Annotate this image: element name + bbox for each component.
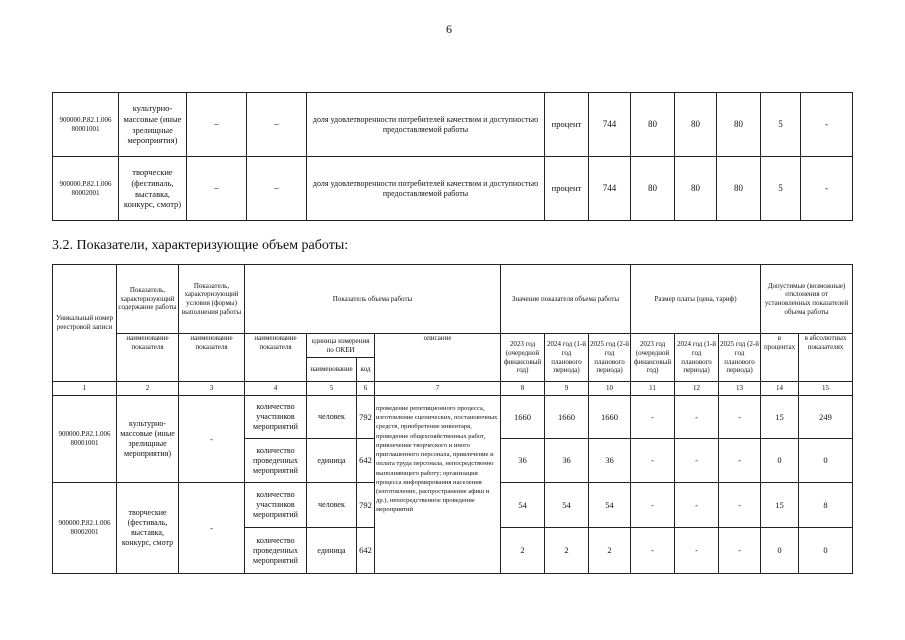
condition-value: – bbox=[247, 93, 307, 157]
fee-2023: - bbox=[631, 528, 675, 574]
column-number: 9 bbox=[545, 382, 589, 396]
value-2023: 80 bbox=[631, 93, 675, 157]
column-number: 8 bbox=[501, 382, 545, 396]
header-dev-absolute: в абсолютных показателях bbox=[799, 334, 853, 382]
deviation-absolute: 8 bbox=[799, 483, 853, 528]
column-number: 11 bbox=[631, 382, 675, 396]
condition-value: - bbox=[179, 396, 245, 483]
header-row bbox=[53, 265, 853, 334]
value-2025: 80 bbox=[717, 157, 761, 221]
header-year-2025: 2025 год (2-й год планового периода) bbox=[589, 334, 631, 382]
column-number: 10 bbox=[589, 382, 631, 396]
header-unit-code: код bbox=[357, 358, 375, 382]
okei-code: 642 bbox=[357, 528, 375, 574]
column-number: 14 bbox=[761, 382, 799, 396]
header-unique-number: Уникальный номер реестровой записи bbox=[53, 265, 117, 382]
quality-indicators-table bbox=[52, 92, 853, 221]
column-number: 13 bbox=[719, 382, 761, 396]
indicator-name: доля удовлетворенности потребителей качеством и доступностью предоставляемой работы bbox=[307, 157, 545, 221]
section-heading: 3.2. Показатели, характеризующие объем работы: bbox=[52, 238, 349, 253]
okei-code: 792 bbox=[357, 396, 375, 439]
indicator-name: доля удовлетворенности потребителей качеством и доступностью предоставляемой работы bbox=[307, 93, 545, 157]
value-2024: 36 bbox=[545, 439, 589, 483]
unit-name: процент bbox=[545, 157, 589, 221]
fee-2025: - bbox=[719, 439, 761, 483]
value-2023: 36 bbox=[501, 439, 545, 483]
value-2023: 80 bbox=[631, 157, 675, 221]
header-row bbox=[53, 334, 853, 358]
header-value-group: Значение показателя объема работы bbox=[501, 265, 631, 334]
registry-code: 900000.Р.82.1.006 80002001 bbox=[53, 483, 117, 574]
okei-code: 792 bbox=[357, 483, 375, 528]
column-number: 4 bbox=[245, 382, 307, 396]
deviation-percent: 15 bbox=[761, 396, 799, 439]
header-description: описание bbox=[375, 334, 501, 382]
okei-code: 744 bbox=[589, 157, 631, 221]
column-number: 5 bbox=[307, 382, 357, 396]
header-year-2023: 2023 год (очередной финансовый год) bbox=[501, 334, 545, 382]
okei-code: 642 bbox=[357, 439, 375, 483]
header-year-2024: 2024 год (1-й год планового периода) bbox=[545, 334, 589, 382]
value-2023: 54 bbox=[501, 483, 545, 528]
header-conditions-group: Показатель, характеризующий условия (формы) выполнения работы bbox=[179, 265, 245, 334]
header-unit-name: наименование bbox=[307, 358, 357, 382]
header-volume-group: Показатель объема работы bbox=[245, 265, 501, 334]
work-content: творческие (фестиваль, выставка, конкурс, смотр bbox=[117, 483, 179, 574]
fee-2024: - bbox=[675, 396, 719, 439]
header-fee-2024: 2024 год (1-й год планового периода) bbox=[675, 334, 719, 382]
header-dev-percent: в процентах bbox=[761, 334, 799, 382]
fee-2024: - bbox=[675, 483, 719, 528]
table-row bbox=[53, 93, 853, 157]
value-2025: 54 bbox=[589, 483, 631, 528]
fee-2025: - bbox=[719, 483, 761, 528]
deviation-percent: 0 bbox=[761, 439, 799, 483]
work-content: культурно-массовые (иные зрелищные мероприятия) bbox=[117, 396, 179, 483]
indicator-name: количество проведенных мероприятий bbox=[245, 439, 307, 483]
registry-code: 900000.Р.82.1.006 80001001 bbox=[53, 93, 119, 157]
indicator-name: количество проведенных мероприятий bbox=[245, 528, 307, 574]
condition-value: - bbox=[179, 483, 245, 574]
unit-name: человек bbox=[307, 396, 357, 439]
indicator-name: количество участников мероприятий bbox=[245, 483, 307, 528]
header-content-group: Показатель, характеризующий содержание работы bbox=[117, 265, 179, 334]
work-description: проведение репетиционного процесса, изготовление сценических, постановочных средств, приобретение инвентаря, проведение общехозяйственных работ, привлечение творческого и иного приглашенного персонала, привлечение и оплата труда персонала, непосредственно выполняющего работу; организация процесса информирования населения (изготовление, распространение афиш и др.), непосредственное проведение мероприятий bbox=[375, 396, 501, 574]
table-row bbox=[53, 396, 853, 439]
deviation-percent: 15 bbox=[761, 483, 799, 528]
table-row bbox=[53, 157, 853, 221]
column-number: 6 bbox=[357, 382, 375, 396]
value-2025: 36 bbox=[589, 439, 631, 483]
indicator-name: количество участников мероприятий bbox=[245, 396, 307, 439]
registry-code: 900000.Р.82.1.006 80001001 bbox=[53, 396, 117, 483]
value-2023: 2 bbox=[501, 528, 545, 574]
value-2024: 80 bbox=[675, 93, 717, 157]
registry-code: 900000.Р.82.1.006 80002001 bbox=[53, 157, 119, 221]
condition-value: – bbox=[187, 157, 247, 221]
deviation-absolute: - bbox=[801, 93, 853, 157]
fee-2023: - bbox=[631, 396, 675, 439]
header-conditions-name: наименование показателя bbox=[179, 334, 245, 382]
condition-value: – bbox=[187, 93, 247, 157]
column-number: 7 bbox=[375, 382, 501, 396]
column-number: 3 bbox=[179, 382, 245, 396]
unit-name: единица bbox=[307, 528, 357, 574]
fee-2023: - bbox=[631, 483, 675, 528]
header-volume-name: наименование показателя bbox=[245, 334, 307, 382]
unit-name: единица bbox=[307, 439, 357, 483]
header-content-name: наименование показателя bbox=[117, 334, 179, 382]
deviation-absolute: 0 bbox=[799, 528, 853, 574]
value-2025: 1660 bbox=[589, 396, 631, 439]
value-2025: 2 bbox=[589, 528, 631, 574]
volume-indicators-table bbox=[52, 264, 853, 574]
okei-code: 744 bbox=[589, 93, 631, 157]
column-number: 1 bbox=[53, 382, 117, 396]
fee-2025: - bbox=[719, 396, 761, 439]
value-2024: 54 bbox=[545, 483, 589, 528]
page-number: 6 bbox=[446, 22, 452, 36]
header-unit-group: единица измерения по ОКЕИ bbox=[307, 334, 375, 358]
value-2025: 80 bbox=[717, 93, 761, 157]
value-2024: 1660 bbox=[545, 396, 589, 439]
column-number: 15 bbox=[799, 382, 853, 396]
column-number: 12 bbox=[675, 382, 719, 396]
column-number-row bbox=[53, 382, 853, 396]
header-fee-2023: 2023 год (очередной финансовый год) bbox=[631, 334, 675, 382]
value-2023: 1660 bbox=[501, 396, 545, 439]
fee-2025: - bbox=[719, 528, 761, 574]
fee-2024: - bbox=[675, 528, 719, 574]
unit-name: человек bbox=[307, 483, 357, 528]
fee-2024: - bbox=[675, 439, 719, 483]
work-content: творческие (фестиваль, выставка, конкурс, смотр) bbox=[119, 157, 187, 221]
deviation-absolute: 249 bbox=[799, 396, 853, 439]
column-number: 2 bbox=[117, 382, 179, 396]
unit-name: процент bbox=[545, 93, 589, 157]
condition-value: – bbox=[247, 157, 307, 221]
header-fee-2025: 2025 год (2-й год планового периода) bbox=[719, 334, 761, 382]
deviation-percent: 0 bbox=[761, 528, 799, 574]
deviation-percent: 5 bbox=[761, 93, 801, 157]
value-2024: 80 bbox=[675, 157, 717, 221]
deviation-absolute: - bbox=[801, 157, 853, 221]
deviation-absolute: 0 bbox=[799, 439, 853, 483]
deviation-percent: 5 bbox=[761, 157, 801, 221]
value-2024: 2 bbox=[545, 528, 589, 574]
fee-2023: - bbox=[631, 439, 675, 483]
header-fee-group: Размер платы (цена, тариф) bbox=[631, 265, 761, 334]
work-content: культурно-массовые (иные зрелищные мероприятия) bbox=[119, 93, 187, 157]
header-deviation-group: Допустимые (возможные) отклонения от установленных показателей объема работы bbox=[761, 265, 853, 334]
